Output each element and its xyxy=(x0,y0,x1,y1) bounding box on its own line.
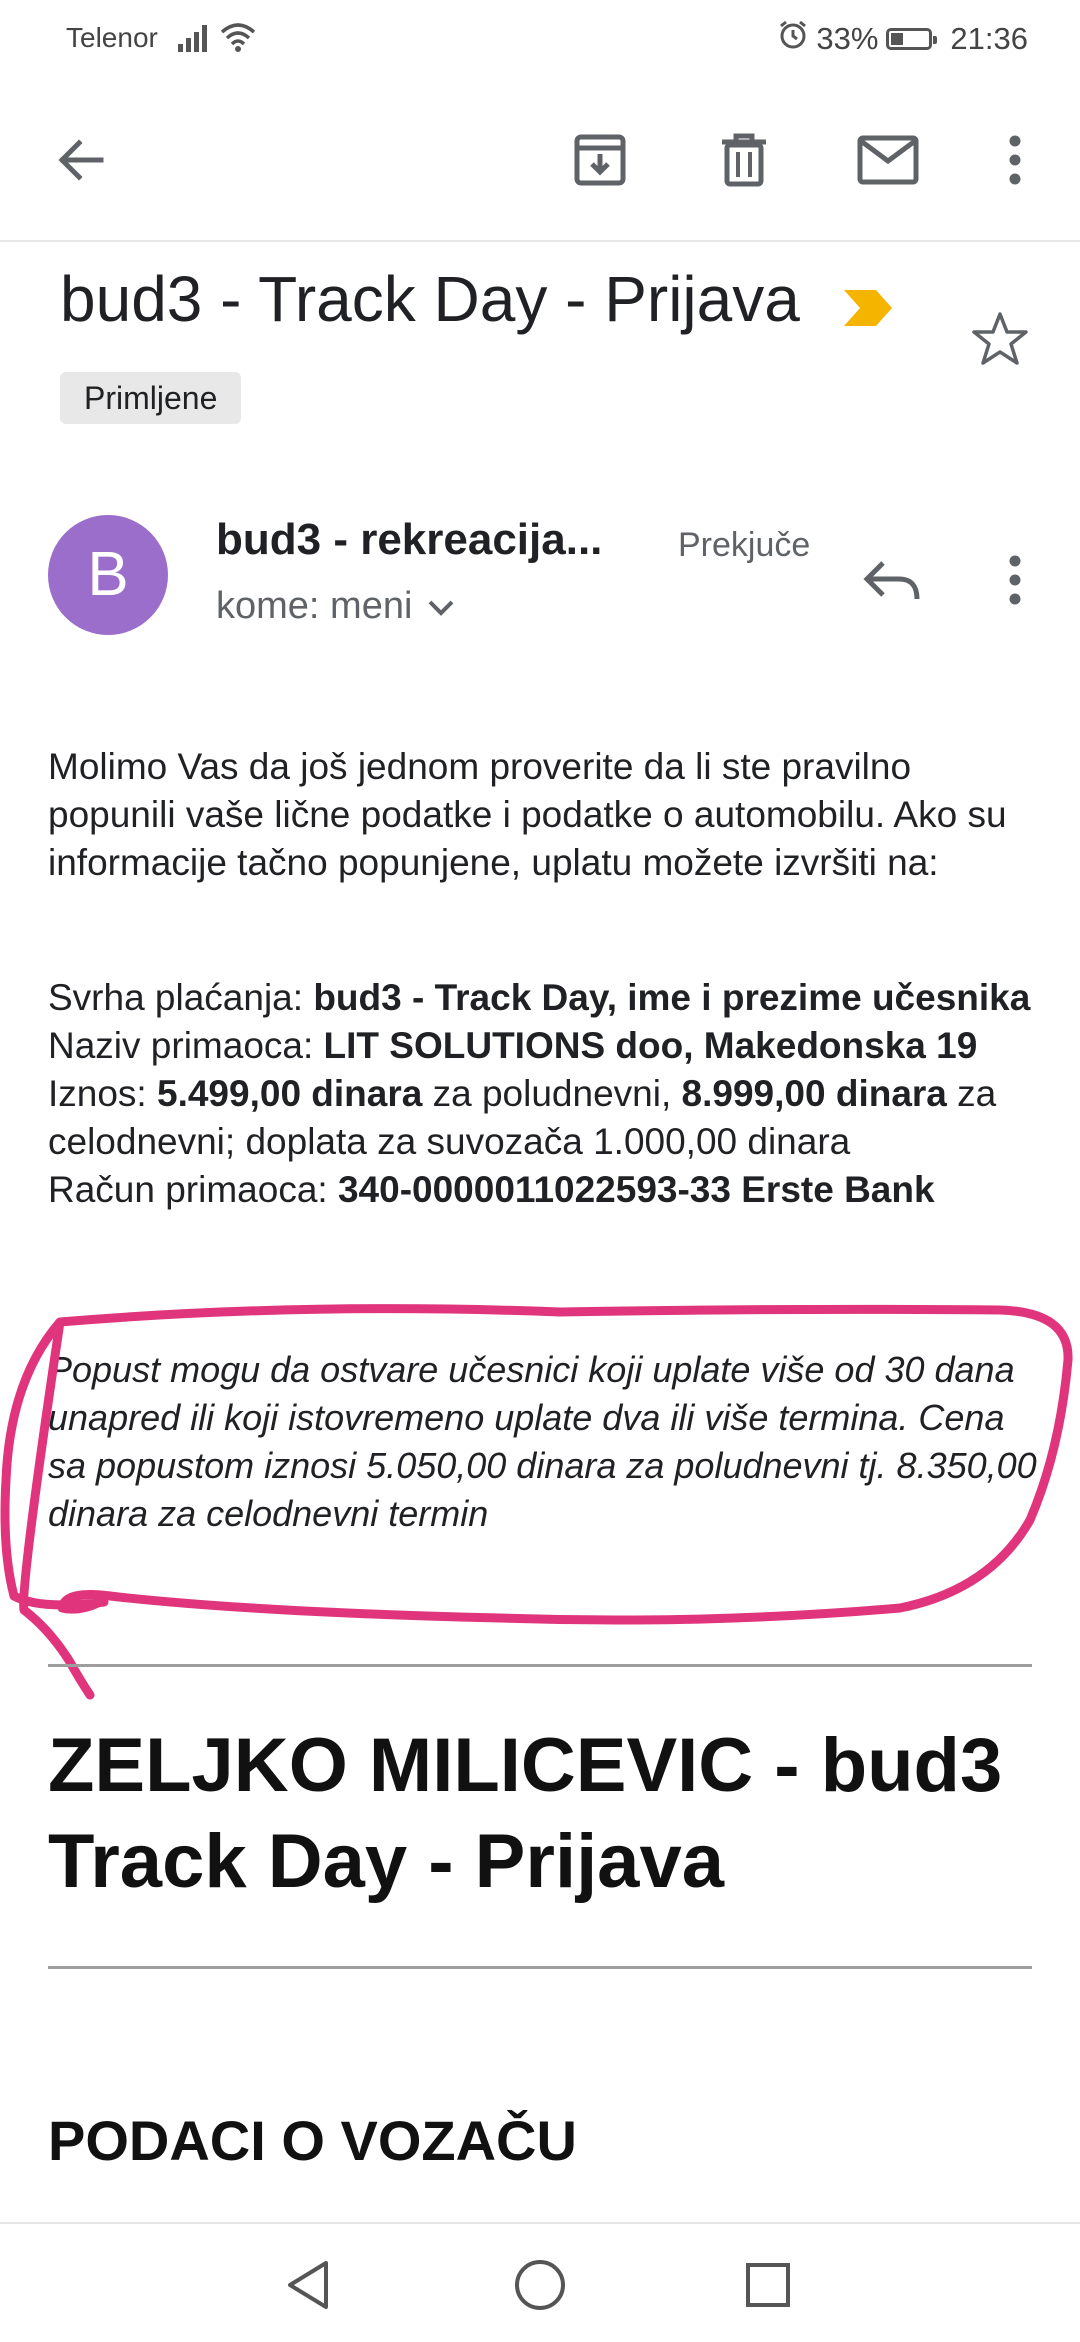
clock: 21:36 xyxy=(950,21,1028,56)
wifi-icon xyxy=(218,20,258,59)
chevron-down-icon[interactable] xyxy=(426,585,456,628)
email-toolbar xyxy=(0,75,1080,242)
recipient-label: kome: meni xyxy=(216,585,413,627)
alarm-icon xyxy=(778,20,808,58)
recipient-name-label: Naziv primaoca: xyxy=(48,1025,324,1066)
divider xyxy=(48,1966,1032,1969)
account-value: 340-0000011022593-33 Erste Bank xyxy=(337,1169,935,1210)
back-triangle-icon[interactable] xyxy=(268,2250,348,2320)
sender-name[interactable]: bud3 - rekreacija... xyxy=(216,515,603,564)
inbox-label-chip[interactable]: Primljene xyxy=(60,372,241,424)
amount-label: Iznos: xyxy=(48,1073,157,1114)
recipient-details[interactable] xyxy=(216,585,456,628)
form-heading: ZELJKO MILICEVIC - bud3 Track Day - Prijava xyxy=(48,1723,1003,1904)
back-arrow-icon[interactable] xyxy=(40,120,120,200)
recipient-name xyxy=(48,1022,1038,1070)
message-more-icon[interactable] xyxy=(990,540,1040,620)
payment-details xyxy=(48,974,1038,1214)
payment-purpose-label: Svrha plaćanja: xyxy=(48,977,314,1018)
system-nav-bar xyxy=(0,2222,1080,2342)
amount-full-suffix: za celodnevni; doplata za suvozača 1.000,00 dinara xyxy=(48,1073,997,1162)
avatar[interactable]: B xyxy=(48,515,168,635)
amount-half-suffix: za poludnevni, xyxy=(422,1073,682,1114)
home-circle-icon[interactable] xyxy=(500,2250,580,2320)
star-icon[interactable] xyxy=(970,310,1030,373)
recipient-name-value: LIT SOLUTIONS doo, Makedonska 19 xyxy=(323,1025,978,1066)
email-subject: bud3 - Track Day - Prijava xyxy=(60,263,800,335)
status-right xyxy=(778,20,1028,58)
amount-half-day: 5.499,00 dinara xyxy=(157,1073,423,1114)
account xyxy=(48,1166,1038,1214)
account-label: Račun primaoca: xyxy=(48,1169,338,1210)
payment-purpose xyxy=(48,974,1038,1022)
annotation-loop xyxy=(0,1290,1080,1710)
mark-unread-icon[interactable] xyxy=(848,120,928,200)
archive-icon[interactable] xyxy=(560,120,640,200)
recents-square-icon[interactable] xyxy=(728,2250,808,2320)
amount-full-day: 8.999,00 dinara xyxy=(681,1073,947,1114)
payment-purpose-value: bud3 - Track Day, ime i prezime učesnika xyxy=(313,977,1031,1018)
reply-icon[interactable] xyxy=(852,540,932,620)
body-intro: Molimo Vas da još jednom proverite da li ste pravilno popunili vaše lične podatke i podatke o automobilu. Ako su informacije tačno popunjene, uplatu možete izvršiti na: xyxy=(48,746,1007,883)
section-heading: PODACI O VOZAČU xyxy=(48,2109,577,2172)
delete-icon[interactable] xyxy=(704,120,784,200)
amount xyxy=(48,1070,1038,1166)
sent-time: Prekjuče xyxy=(678,526,811,564)
battery-icon xyxy=(886,28,932,50)
signal-icon xyxy=(176,22,212,59)
status-bar xyxy=(0,0,1080,75)
battery-percent: 33% xyxy=(816,21,879,56)
important-marker-icon[interactable] xyxy=(842,288,894,333)
divider xyxy=(48,1664,1032,1667)
carrier-name: Telenor xyxy=(66,22,158,53)
discount-note: Popust mogu da ostvare učesnici koji uplate više od 30 dana unapred ili koji istovremeno uplate dva ili više termina. Cena sa popustom iznosi 5.050,00 dinara za poludnevni tj. 8.350,00 dinara za celodnevni termin xyxy=(48,1349,1037,1534)
more-vert-icon[interactable] xyxy=(990,120,1040,200)
